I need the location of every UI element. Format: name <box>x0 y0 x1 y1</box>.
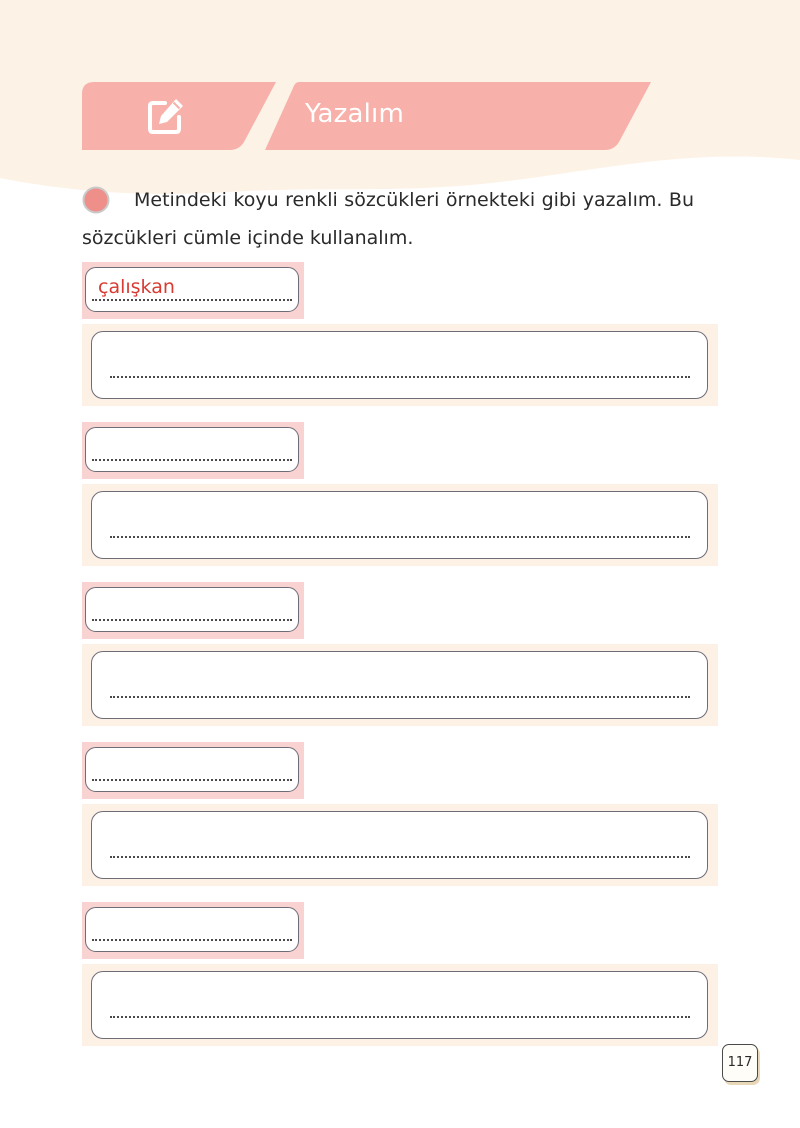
word-dotted-line <box>92 779 292 781</box>
page-title: Yazalım <box>305 99 404 129</box>
sentence-input-box[interactable] <box>91 331 708 399</box>
word-input-box[interactable] <box>85 907 299 952</box>
page-number: 117 <box>722 1044 758 1082</box>
exercise-row <box>0 582 800 726</box>
sentence-input-box[interactable] <box>91 811 708 879</box>
sentence-input-box[interactable] <box>91 971 708 1039</box>
sentence-input-box[interactable] <box>91 651 708 719</box>
example-word: çalışkan <box>98 276 175 298</box>
word-dotted-line <box>92 619 292 621</box>
sentence-dotted-line <box>110 696 690 698</box>
word-input-box[interactable] <box>85 427 299 472</box>
exercise-row <box>0 262 800 406</box>
sentence-dotted-line <box>110 856 690 858</box>
sentence-dotted-line <box>110 376 690 378</box>
edit-icon <box>145 95 187 137</box>
exercise-row <box>0 742 800 886</box>
instruction-text: Metindeki koyu renkli sözcükleri örnekteki gibi yazalım. Bu sözcükleri cümle içinde kullanalım. <box>82 189 694 249</box>
word-input-box[interactable] <box>85 587 299 632</box>
exercise-row <box>0 902 800 1046</box>
word-input-box[interactable] <box>85 747 299 792</box>
sentence-dotted-line <box>110 536 690 538</box>
exercise-row <box>0 422 800 566</box>
word-dotted-line <box>92 459 292 461</box>
sentence-input-box[interactable] <box>91 491 708 559</box>
word-dotted-line <box>92 939 292 941</box>
sentence-dotted-line <box>110 1016 690 1018</box>
